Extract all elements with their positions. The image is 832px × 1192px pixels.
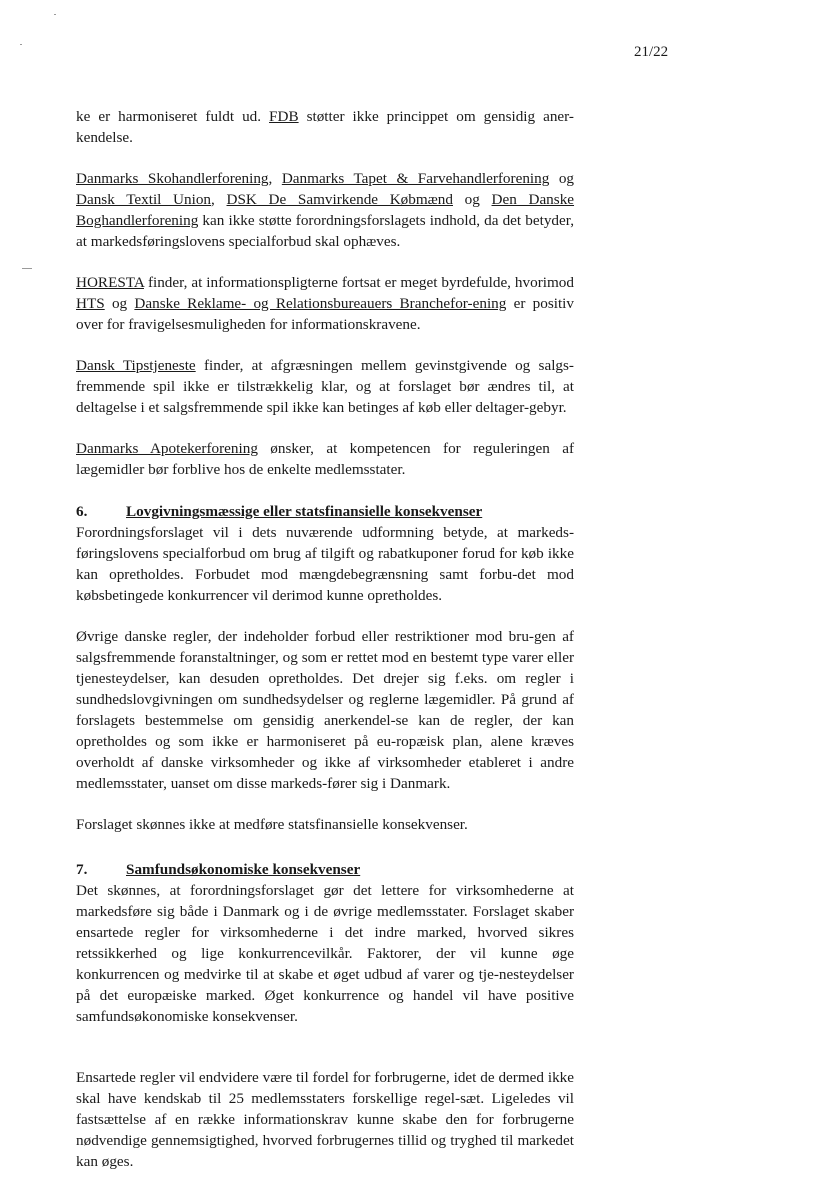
paragraph-apotekerforening [76, 438, 574, 480]
organization-name: DSK De Samvirkende Købmænd [226, 191, 453, 208]
organization-name: Danmarks Skohandlerforening [76, 170, 269, 187]
section-number: 7. [76, 861, 88, 878]
organization-name: HTS [76, 295, 105, 312]
page-number: 21/22 [634, 44, 669, 60]
text-run: , [268, 170, 282, 187]
section-7-heading [76, 859, 574, 880]
organization-name: FDB [269, 108, 299, 125]
text-run: ke er harmoniseret fuldt ud. [76, 108, 270, 125]
paragraph-tipstjeneste [76, 355, 574, 418]
document-body [76, 106, 574, 1192]
text-run: støtter ikke princippet om gensidig aner-kendelse. [76, 108, 574, 146]
section-6-paragraph: Forordningsforslaget vil i dets nuværende udformning betyde, at markeds-føringslovens specialforbud om brug af tilgift og rabatkuponer forud for køb ikke kan opretholdes. Forbudet mod mængdebegrænsning samt forbu-det mod købsbetingede konkurrencer vil derimod kunne opretholdes. [76, 524, 574, 604]
text-run: og [453, 191, 492, 208]
paragraph-retail-associations [76, 168, 574, 252]
text-run: , [211, 191, 227, 208]
section-6-heading [76, 501, 574, 522]
organization-name: Danske Reklame- og Relationsbureauers Branchefor-ening [134, 295, 507, 312]
section-number: 6. [76, 503, 88, 520]
organization-name: Den Danske Boghandlerforening [76, 191, 575, 229]
text-run: og [549, 170, 575, 187]
organization-name: Danmarks Tapet & Farvehandlerforening [281, 170, 550, 187]
text-run: ønsker, at kompetencen for reguleringen af lægemidler bør forblive hos de enkelte medlemsstater. [76, 440, 575, 478]
text-run: kan ikke støtte forordningsforslagets indhold, da det betyder, at markedsføringslovens specialforbud skal ophæves. [76, 212, 574, 250]
organization-name: HORESTA [76, 274, 144, 291]
paragraph-fdb [76, 106, 574, 148]
section-title: Lovgivningsmæssige eller statsfinansielle konsekvenser [126, 503, 483, 520]
scan-speck [54, 14, 56, 15]
paragraph-horesta [76, 272, 574, 335]
section-6-paragraph: Forslaget skønnes ikke at medføre statsfinansielle konsekvenser. [76, 816, 468, 833]
text-run: og [104, 295, 135, 312]
text-run: finder, at informationspligterne fortsat er meget byrdefulde, hvorimod [143, 274, 574, 291]
organization-name: Dansk Textil Union [76, 191, 212, 208]
section-7-paragraph: Det skønnes, at forordningsforslaget gør det lettere for virksomhederne at markedsføre sig både i Danmark og i de øvrige medlemsstater. Forslaget skaber ensartede regler for virksomhederne i det indre marked, hvorved sikres retssikkerhed og lige konkurrencevilkår. Faktorer, der vil kunne øge konkurrencen og medvirke til at skabe et øget udbud af varer og tje-nesteydelser på det europæiske marked. Øget konkurrence og handel vil have positive samfundsøkonomiske konsekvenser. [76, 882, 574, 1025]
section-title: Samfundsøkonomiske konsekvenser [126, 861, 361, 878]
text-run: finder, at afgræsningen mellem gevinstgivende og salgs-fremmende spil ikke er tilstrækkelig klar, og at forslaget bør ændres til, at deltagelse i et salgsfremmende spil ikke kan betinges af køb eller deltager-gebyr. [76, 357, 574, 416]
organization-name: Danmarks Apotekerforening [76, 440, 258, 457]
scan-speck [20, 44, 22, 45]
scan-speck [22, 268, 32, 269]
section-6-paragraph: Øvrige danske regler, der indeholder forbud eller restriktioner mod bru-gen af salgsfremmende foranstaltninger, og som er rettet mod en bestemt type varer eller tjenesteydelser, kan desuden opretholdes. Det drejer sig f.eks. om regler i sundhedslovgivningen om sundhedsydelser og reglerne lægemidler. På grund af forslagets bestemmelse om gensidig anerkendel-se kan de regler, der kan opretholdes og som ikke er harmoniseret på eu-ropæisk plan, alene kræves overholdt af danske virksomheder og ikke af virksomheder etableret i andre medlemsstater, uanset om disse markeds-fører sig i Danmark. [76, 628, 574, 792]
organization-name: Dansk Tipstjeneste [76, 357, 196, 374]
text-run: er positiv over for fravigelsesmuligheden for informationskravene. [76, 295, 575, 333]
section-7-paragraph: Ensartede regler vil endvidere være til fordel for forbrugerne, idet de dermed ikke skal have kendskab til 25 medlemsstaters forskellige regel-sæt. Ligeledes vil fastsættelse af en række informationskrav kunne skabe den for forbrugerne nødvendige gennemsigtighed, hvorved forbrugernes tillid og tryghed til markedet kan øges. [76, 1069, 574, 1170]
